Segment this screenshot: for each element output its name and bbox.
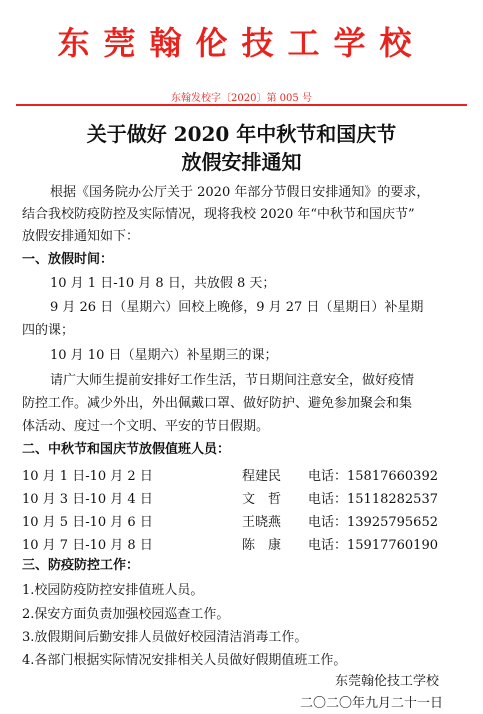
section-2-heading: 二、中秋节和国庆节放假值班人员： <box>22 442 231 457</box>
notice-title-line-1: 关于做好 2020 年中秋节和国庆节 <box>86 122 397 146</box>
task-item: 3.放假期间后勤安排人员做好校园清洁消毒工作。 <box>22 630 308 645</box>
red-divider <box>16 104 467 106</box>
makeup-class-line-1: 9 月 26 日（星期六）回校上晚修，9 月 27 日（星期日）补星期 <box>50 300 424 315</box>
duty-date: 10 月 3 日-10 月 4 日 <box>22 492 153 507</box>
section-1-heading: 一、放假时间： <box>22 252 114 267</box>
safety-notice-line-1: 请广大师生提前安排好工作生活，节日期间注意安全，做好疫情 <box>50 373 415 388</box>
duty-date: 10 月 5 日-10 月 6 日 <box>22 515 153 530</box>
intro-line-1: 根据《国务院办公厅关于 2020 年部分节假日安排通知》的要求， <box>50 185 430 200</box>
makeup-class-oct-10: 10 月 10 日（星期六）补星期三的课； <box>50 348 278 363</box>
school-name-header: 东莞翰伦技工学校 <box>57 24 426 62</box>
signature-date: 二〇二〇年九月二十一日 <box>299 696 443 711</box>
safety-notice-line-2: 防控工作。减少外出，外出佩戴口罩、做好防护、避免参加聚会和集 <box>22 396 413 411</box>
duty-phone: 电话：13925795652 <box>308 515 438 530</box>
duty-person: 王晓燕 <box>242 515 282 530</box>
makeup-class-line-2: 四的课； <box>22 323 75 338</box>
intro-line-2: 结合我校防疫防控及实际情况，现将我校 2020 年“中秋节和国庆节” <box>22 207 415 222</box>
duty-person: 陈 康 <box>242 538 282 553</box>
safety-notice-line-3: 体活动、度过一个文明、平安的节日假期。 <box>22 419 270 434</box>
notice-title-line-2: 放假安排通知 <box>181 150 302 174</box>
task-item: 4.各部门根据实际情况安排相关人员做好假期值班工作。 <box>22 653 347 668</box>
signature-school: 东莞翰伦技工学校 <box>334 674 439 689</box>
intro-line-3: 放假安排通知如下： <box>22 229 140 244</box>
task-item: 2.保安方面负责加强校园巡查工作。 <box>22 607 230 622</box>
document-number: 东翰发校字〔2020〕第 005 号 <box>171 93 312 104</box>
duty-date: 10 月 7 日-10 月 8 日 <box>22 538 153 553</box>
duty-date: 10 月 1 日-10 月 2 日 <box>22 469 153 484</box>
task-item: 1.校园防疫防控安排值班人员。 <box>22 583 204 598</box>
duty-phone: 电话：15118282537 <box>308 492 438 507</box>
duty-phone: 电话：15817660392 <box>308 469 438 484</box>
duty-phone: 电话：15917760190 <box>308 538 438 553</box>
duty-person: 程建民 <box>242 469 282 484</box>
duty-person: 文 哲 <box>242 492 282 507</box>
section-3-heading: 三、防疫防控工作： <box>22 558 140 573</box>
holiday-dates: 10 月 1 日-10 月 8 日，共放假 8 天； <box>50 276 276 291</box>
